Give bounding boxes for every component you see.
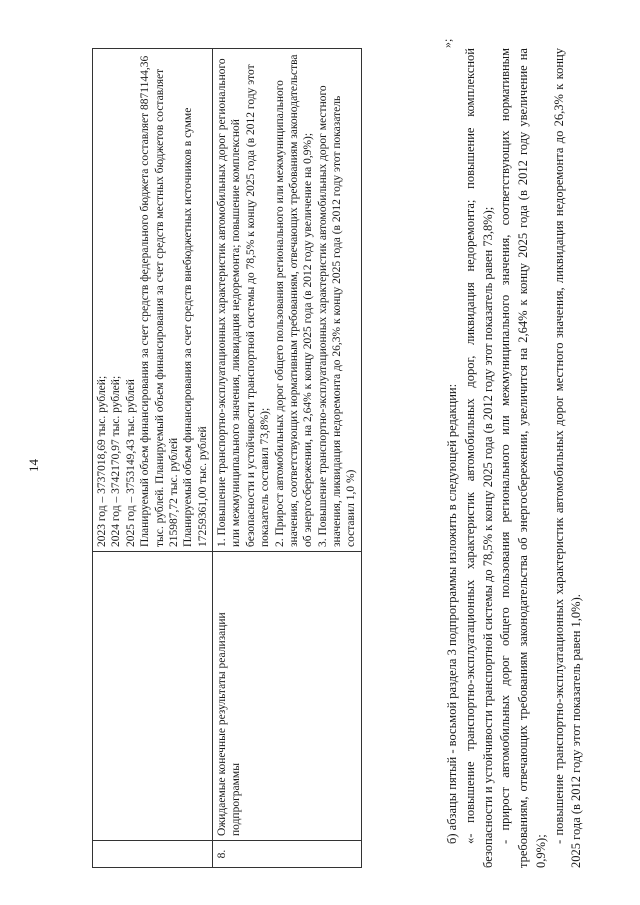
closing-quote: »; <box>440 38 454 48</box>
financing-line: Планируемый объем финансирования за счет средств внебюджетных источников в сумме 17259361,00 тыс. рублей <box>182 107 209 547</box>
financing-line: 2024 год – 3742170,97 тыс. рублей; <box>110 375 123 547</box>
financing-line: 2025 год – 3753149,43 тыс. рублей <box>124 379 137 547</box>
program-table <box>92 48 362 868</box>
row-label-cell <box>93 552 213 841</box>
result-item: 2. Прирост автомобильных дорог общего пользования регионального или межмуниципального значения, соответствующих нормативным требованиям, отвечающих требованиям законодательства об энергосбережении, на 2,64% к концу 2025 года (в 2012 году увеличение на 0,9%); <box>273 54 315 547</box>
row-number-cell <box>93 841 213 868</box>
financing-line: Планируемый объем финансирования за счет средств федерального бюджета составляет 8871144,36 тыс. рублей. Планируемый объем финансирования за счет средств местных бюджетов составляет 215987,72 тыс. рублей <box>139 55 180 547</box>
paragraph-intro: б) абзацы пятый - восьмой раздела 3 подпрограммы изложить в следующей редакции: <box>445 383 459 844</box>
result-item: 3. Повышение транспортно-эксплуатационных характеристик автомобильных дорог местного значения, ликвидация недоремонта до 26,3% к концу 2025 года (в 2012 году этот показатель составил 1,0 %) <box>316 85 358 547</box>
amendment-text <box>444 48 586 868</box>
financing-cell <box>93 49 213 552</box>
paragraph-item: «- повышение транспортно-эксплуатационных характеристик автомобильных дорог, ликвидация недоремонта; повышение комплексной безопасности и устойчивости транспортной системы до 78,5% к концу 2025 года (в 2012 году этот показатель равен 73,8%); <box>462 48 495 868</box>
financing-line: 2023 год – 3737018,69 тыс. рублей; <box>96 375 108 547</box>
row-number: 8. <box>213 841 362 868</box>
paragraph-item: - повышение транспортно-эксплуатационных характеристик автомобильных дорог местного значения, ликвидация недоремонта до 26,3% к концу 2025 года (в 2012 году этот показатель равен 1,0%). <box>551 48 584 868</box>
results-cell <box>213 49 362 552</box>
table-row-continuation <box>93 49 213 868</box>
result-item: 1. Повышение транспортно-эксплуатационных характеристик автомобильных дорог регионального или межмуниципального значения, ликвидация недоремонта; повышение комплексной безопасности и устойчивости транспортной системы до 78,5% к концу 2025 года (в 2012 году этот показатель составил 73,8%); <box>216 58 272 547</box>
page-number: 14 <box>26 459 41 472</box>
row-label: Ожидаемые конечные результаты реализации подпрограммы <box>213 552 362 841</box>
rotated-content <box>24 8 624 888</box>
paragraph-item: - прирост автомобильных дорог общего пользования регионального или межмуниципального значения, соответствующих нормативным требованиям, отвечающих требованиям законодательства об энергосбережении, увеличится на 2,64% к концу 2025 года (в 2012 году увеличение на 0,9%); <box>498 48 548 868</box>
table-row-8 <box>213 49 362 868</box>
